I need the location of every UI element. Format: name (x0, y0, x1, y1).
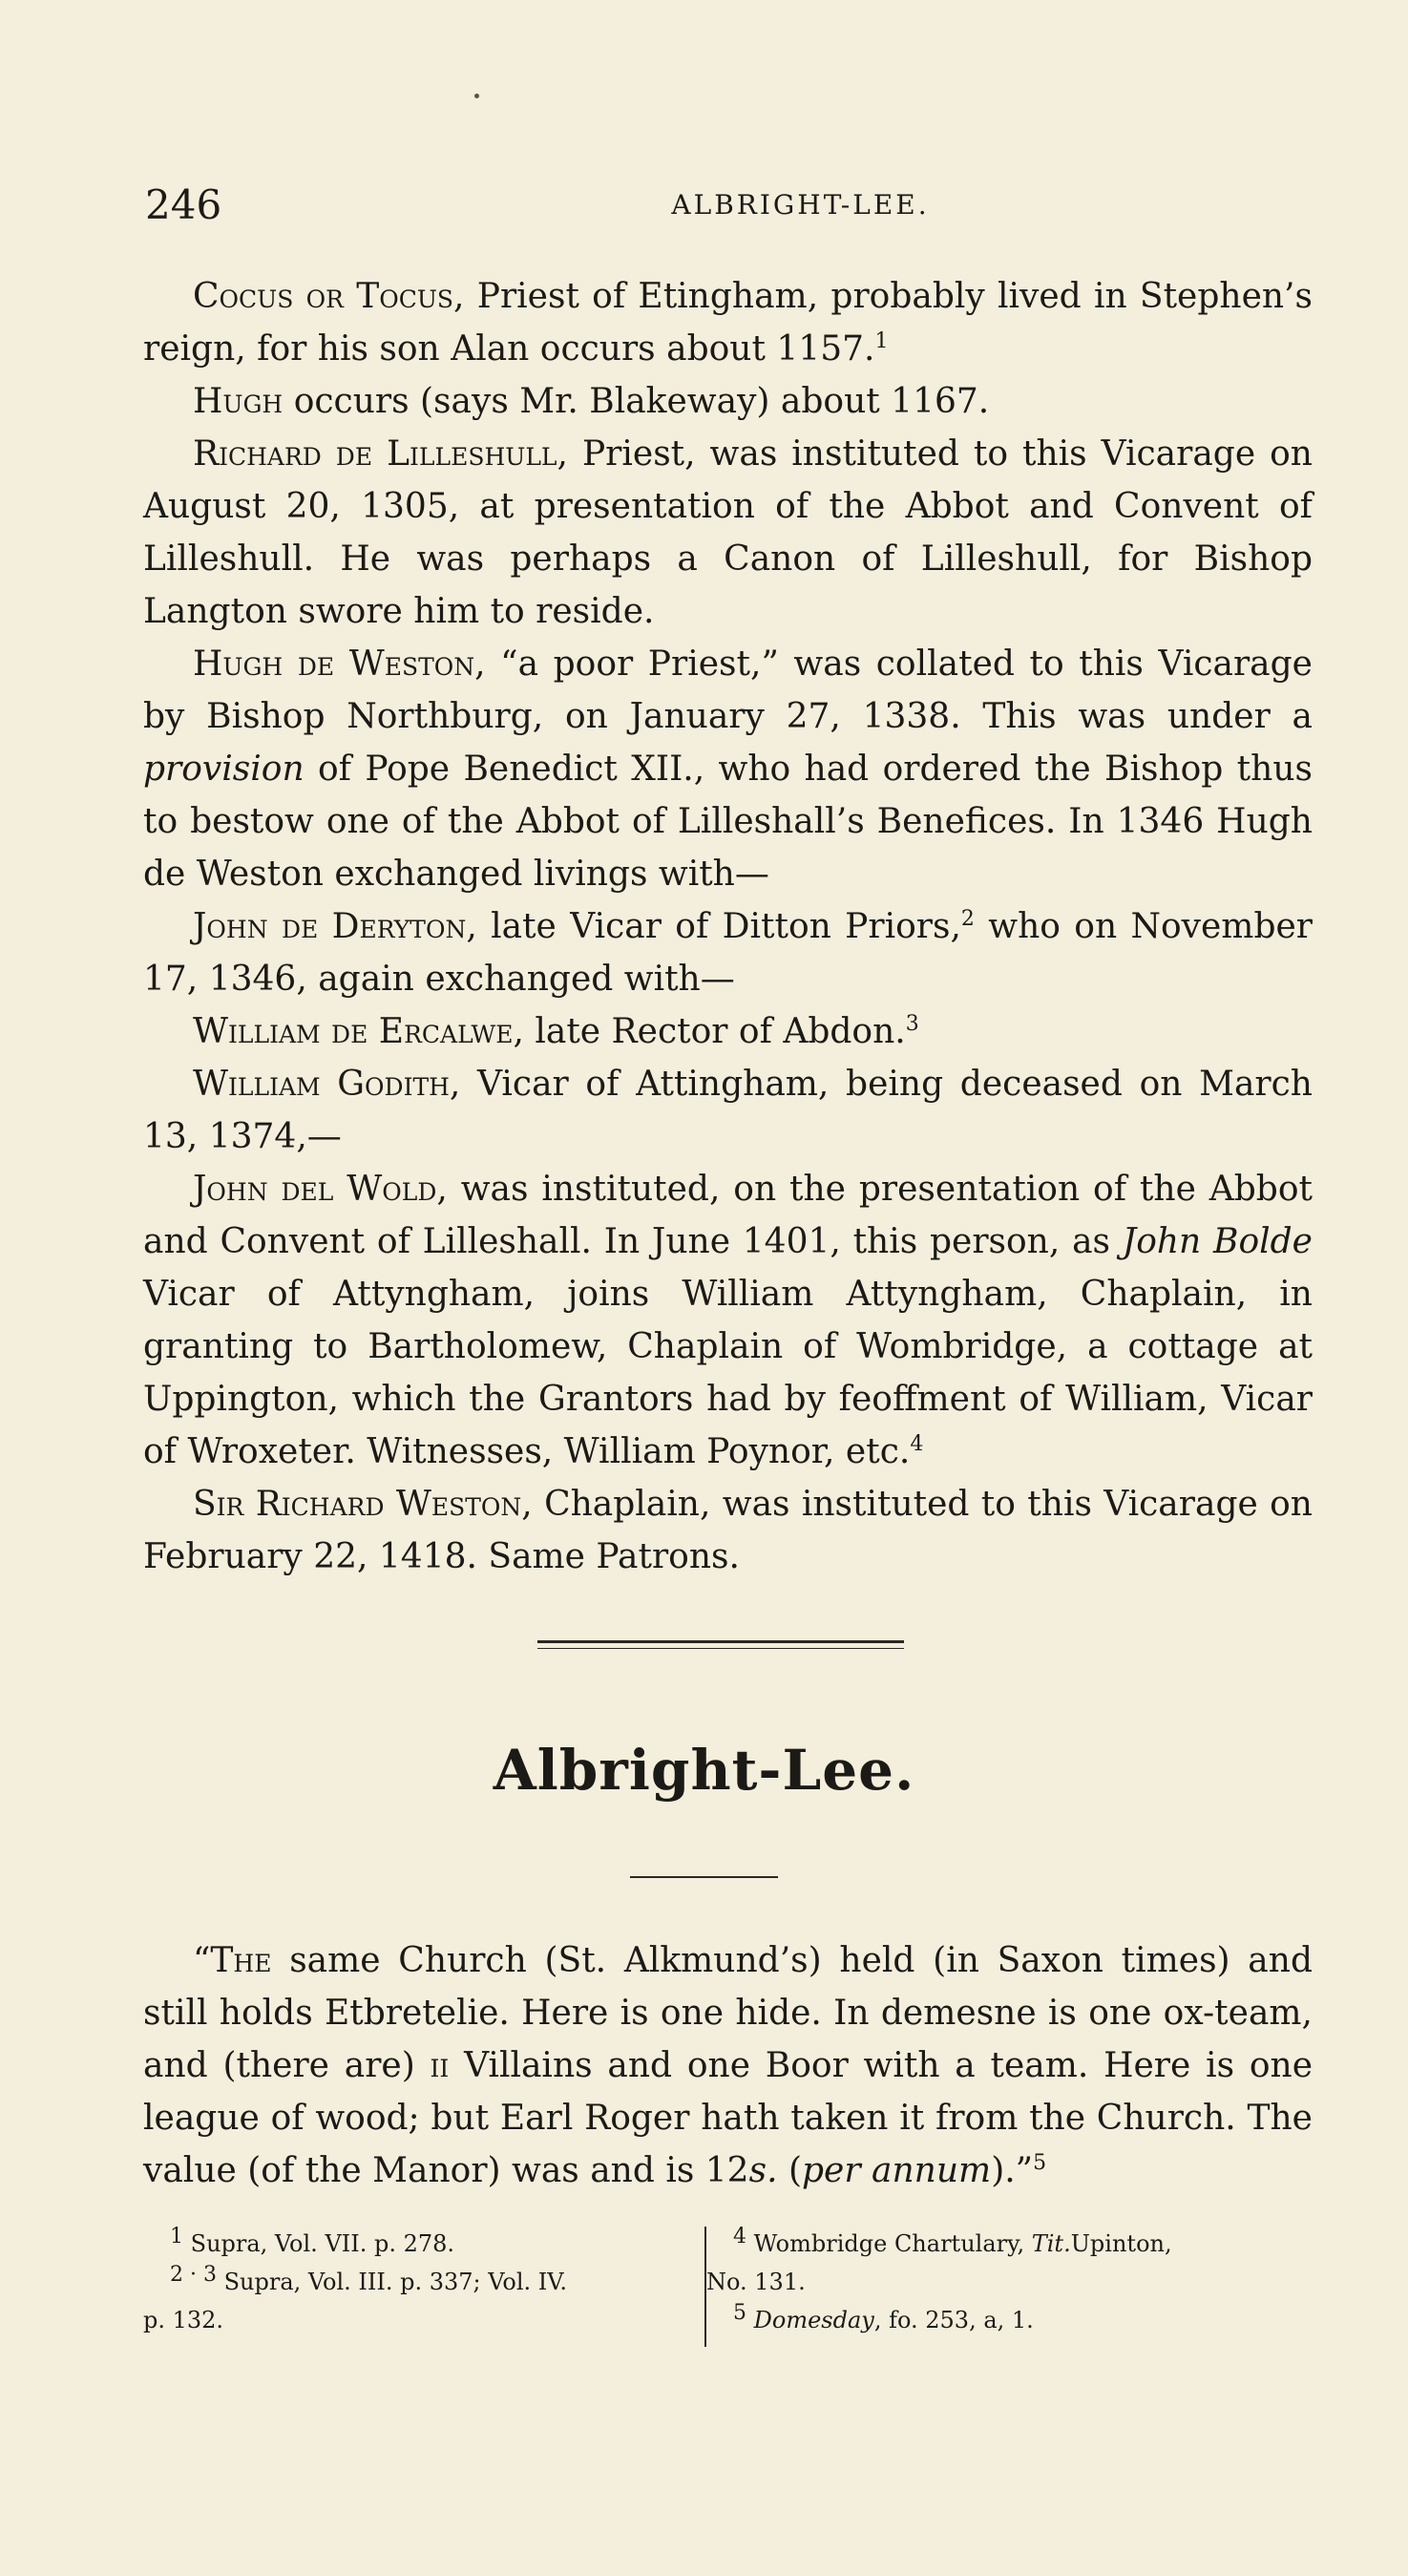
footnote-4-cont (706, 2263, 1308, 2301)
entry-text: late Rector of Abdon. (523, 1012, 906, 1051)
per-annum: per annum (802, 2151, 992, 2190)
domesday-quote (143, 1934, 1313, 2197)
footnote-ref: 4 (910, 1432, 924, 1456)
entry-italic: provision (143, 750, 305, 789)
footnotes-left (143, 2225, 687, 2339)
entry-william-godith (143, 1058, 1313, 1163)
close-quote: ).” (991, 2151, 1034, 2190)
shillings-abbrev: s. (748, 2151, 778, 2190)
open-quote: “ (193, 1941, 211, 1980)
entry-text: Vicar of Attingham, being deceased on March 13, 1374,— (143, 1065, 1313, 1156)
footnote-mark: 2 · 3 (170, 2263, 217, 2287)
entry-italic: John Bolde (1122, 1222, 1313, 1261)
entry-text: was instituted, on the presentation of the Abbot and Convent of Lilleshall. In June 1401, this person, as (143, 1170, 1313, 1261)
footnote-5 (706, 2301, 1308, 2339)
entry-text: Chaplain, was instituted to this Vicarage on February 22, 1418. Same Patrons. (143, 1485, 1313, 1576)
entry-text: Priest of Etingham, probably lived in Stephen’s reign, for his son Alan occurs about 1157. (143, 277, 1313, 369)
entry-text: Vicar of Attyngham, joins William Attyngham, Chaplain, in granting to Bartholomew, Chaplain of Wombridge, a cottage at Uppington, which the Grantors had by feoffment of William, Vicar of Wroxeter. Witnesses, William Poynor, etc. (143, 1275, 1313, 1471)
footnote-2-3 (143, 2263, 687, 2301)
footnote-ref: 3 (905, 1012, 919, 1036)
footnote-text: p. 132. (143, 2307, 224, 2333)
footnote-mark: 1 (170, 2225, 183, 2249)
entry-sir-richard-weston (143, 1478, 1313, 1583)
quote-text: Villains and one Boor with a team. Here is one league of wood; but Earl Roger hath taken it from the Church. The value (of the Manor) was and is 12 (143, 2046, 1313, 2190)
quote-lead: The (210, 1941, 272, 1980)
footnote-mark: 4 (733, 2225, 746, 2249)
entry-richard-de-lilleshull (143, 428, 1313, 638)
footnote-ref: 5 (1033, 2151, 1047, 2175)
footnote-text: Upinton, (1070, 2230, 1172, 2257)
footnote-text: No. 131. (706, 2269, 806, 2295)
entry-name: Sir Richard Weston, (193, 1485, 533, 1524)
entry-name: Richard de Lilleshull, (193, 434, 568, 474)
entry-cocus (143, 270, 1313, 375)
vicar-list (143, 270, 1313, 1583)
section-title: Albright-Lee. (493, 1738, 915, 1803)
footnote-italic: Tit. (1031, 2230, 1071, 2257)
entry-name: John de Deryton, (193, 907, 477, 946)
footnote-ref: 1 (874, 329, 889, 353)
quote-text: same Church (St. Alkmund’s) held (in Saxon times) and still holds Etbretelie. Here is one hide. In demesne is one ox-team, and (there are) (143, 1941, 1313, 2085)
entry-text: of Pope Benedict XII., who had ordered the Bishop thus to bestow one of the Abbot of Lilleshall’s Benefices. In 1346 Hugh de Weston exchanged livings with— (143, 750, 1313, 894)
footnote-text: Supra, Vol. III. p. 337; Vol. IV. (216, 2269, 568, 2295)
paper-speck (474, 94, 479, 98)
title-rule (630, 1876, 778, 1878)
footnote-text: Supra, Vol. VII. p. 278. (183, 2230, 455, 2257)
entry-hugh-de-weston (143, 638, 1313, 900)
entry-name: Hugh (193, 382, 284, 421)
entry-text: “a poor Priest,” was collated to this Vicarage by Bishop Northburg, on January 27, 1338. This was under a (143, 644, 1313, 736)
running-title: ALBRIGHT-LEE. (671, 189, 930, 221)
entry-text: who on November 17, 1346, again exchanged with— (143, 907, 1313, 999)
running-head (145, 181, 1322, 229)
entry-text: occurs (says Mr. Blakeway) about 1167. (283, 382, 990, 421)
entry-text: late Vicar of Ditton Priors, (476, 907, 961, 946)
footnotes-right (706, 2225, 1308, 2339)
entry-name: Cocus or Tocus, (193, 277, 465, 316)
section-divider (537, 1640, 904, 1649)
entry-name: Hugh de Weston, (193, 644, 486, 684)
footnote-mark: 5 (733, 2301, 746, 2325)
entry-john-del-wold (143, 1163, 1313, 1478)
entry-name: William de Ercalwe, (193, 1012, 524, 1051)
entry-william-de-ercalwe (143, 1005, 1313, 1058)
entry-hugh (143, 375, 1313, 428)
roman-numeral: ii (430, 2046, 450, 2085)
entry-name: William Godith, (193, 1065, 461, 1104)
page-number: 246 (145, 181, 222, 228)
footnote-italic: Domesday (753, 2307, 874, 2333)
footnote-2-3-cont (143, 2301, 687, 2339)
entry-name: John del Wold, (193, 1170, 448, 1209)
footnote-text: Wombridge Chartulary, (746, 2230, 1032, 2257)
footnote-4 (706, 2225, 1308, 2263)
footnote-text: , fo. 253, a, 1. (873, 2307, 1034, 2333)
footnote-ref: 2 (960, 907, 975, 931)
quote-text: ( (777, 2151, 803, 2190)
entry-text: Priest, was instituted to this Vicarage on August 20, 1305, at presentation of the Abbot and Convent of Lilleshull. He was perhaps a Canon of Lilleshull, for Bishop Langton swore him to reside. (143, 434, 1313, 631)
entry-john-de-deryton (143, 900, 1313, 1005)
footnote-1 (143, 2225, 687, 2263)
